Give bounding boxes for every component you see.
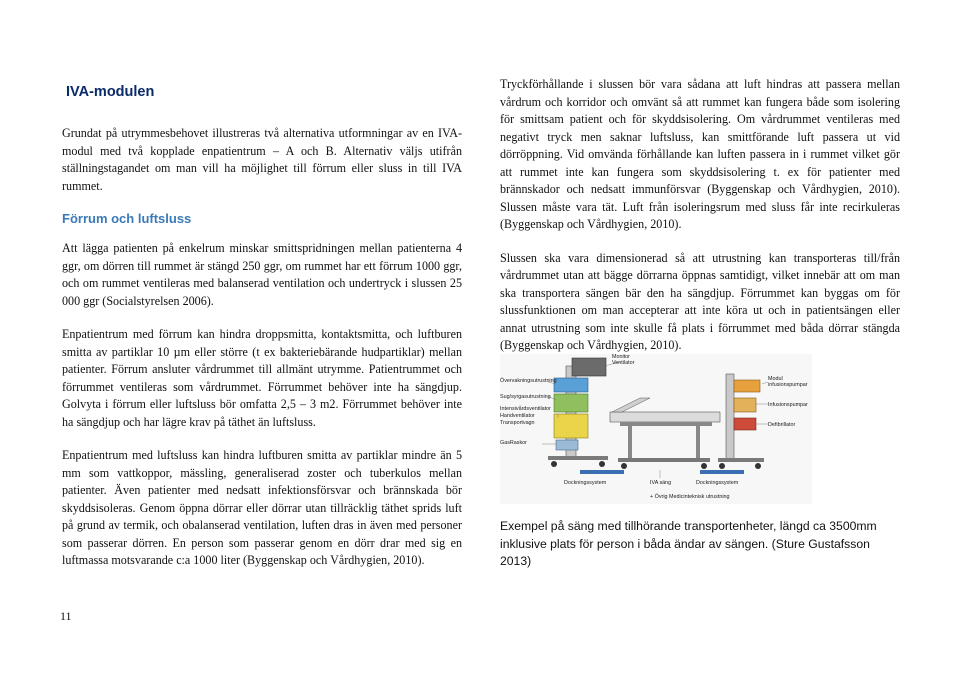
infusion-module [734, 380, 760, 392]
gas-bottle [556, 440, 578, 450]
bed-frame [620, 422, 712, 426]
paragraph-tryck: Tryckförhållande i slussen bör vara sådana att luft hindras att passera mellan vårdrum och korridor och omvänt så att rummet kan fungera både som isolering för smittsam patient och för skyddsisolering. Om vårdrummet ventileras med negativt tryck men saknar luftsluss, kan smittförande luft passera ut vid dörröppning. Vid omvända förhållande kan luften passera in i rummet vilket gör att rummet inte kan fungera som skyddsisolering t. ex för patienter med brännskador och nedsatt immunförsvar (Byggenskap och Vårdhygien, 2010). Slussen måste vara tät. Luft från isoleringsrum med sluss får inte recirkuleras (Byggenskap och Vårdhygien, 2010). [500, 77, 900, 231]
label-gasflaskor: GasRaskor [500, 440, 527, 446]
label-modul: Modul [768, 376, 783, 382]
trolley-right-column [726, 374, 734, 460]
wheel-icon [755, 463, 761, 469]
bed-mattress [610, 412, 720, 422]
wheel-icon [719, 463, 725, 469]
bed-leg [628, 426, 632, 458]
label-sug: Sug/syrgasutrustning [500, 394, 551, 400]
monitoring-box [554, 378, 588, 392]
monitor-shape [572, 358, 606, 376]
right-column [500, 76, 900, 355]
wheel-icon [701, 463, 707, 469]
defibrillator-box [734, 418, 756, 430]
label-ventilator: Ventilator [612, 360, 635, 366]
ventilator-box [554, 414, 588, 438]
page-number: 11 [60, 609, 72, 623]
label-infusionspumpar-modul: infusionspumpar [768, 382, 808, 388]
label-ovrig: + Övrig Medicinteknisk utrustning [650, 494, 730, 500]
label-overvakning: Övervakningsutrustning [500, 378, 557, 384]
infusion-pumps [734, 398, 756, 412]
trolley-base [548, 456, 608, 460]
left-column [62, 80, 462, 570]
wheel-icon [599, 461, 605, 467]
section-heading: Förrum och luftsluss [62, 211, 192, 226]
label-transportvagn: Transportvagn [500, 420, 535, 426]
label-infusionspumpar: Infusionspumpar [768, 402, 808, 408]
label-handventilator: Handventilator [500, 413, 535, 419]
label-docking-left: Dockningssystem [564, 480, 607, 486]
figure-caption: Exempel på säng med tillhörande transportenheter, längd ca 3500mm inklusive plats för person i båda ändar av sängen. (Sture Gustafsson 2013) [500, 519, 877, 568]
paragraph-slussen: Slussen ska vara dimensionerad så att utrustning kan transporteras till/från vårdrummet utan att bägge dörrarna öppnas samtidigt, vilket innebär att om man ska transportera sängen bär den ha sängdjup. Förrummet kan byggas om för slussfunktionen om man accepterar att inte köra ut och in patientsängen eller annat utrustning som inte skulle få plats i förrummet med båda dörrar stängda (Byggenskap och Vårdhygien, 2010). [500, 250, 900, 352]
label-iva-sang: IVA säng [650, 480, 672, 486]
docking-bar-right [700, 470, 744, 474]
label-docking-right: Dockningssystem [696, 480, 739, 486]
trolley-right-base [718, 458, 764, 462]
label-intensiv: Intensivårdsventilator [500, 406, 551, 412]
wheel-icon [551, 461, 557, 467]
wheel-icon [621, 463, 627, 469]
label-monitor: Monitor [612, 354, 630, 360]
bed-base [618, 458, 710, 462]
intro-paragraph: Grundat på utrymmesbehovet illustreras två alternativa utformningar av en IVA-modul med två kopplade enpatientrum – A och B. Alternativ väljs utifrån ställningstagandet om man vill ha möjlighet till förrum eller sluss in till IVA rummet. [62, 126, 462, 193]
page-heading: IVA-modulen [66, 84, 155, 100]
label-defibrillator: Defibrillator [768, 422, 796, 428]
paragraph-luftsluss: Enpatientrum med luftsluss kan hindra luftburen smitta av partiklar mindre än 5 mm som vattkoppor, mässling, generaliserad zoster och tuberkulos mellan patienter. Även patienter med nedsatt infektionsförsvar och brännskada bör skyddsisoleras. Genom öppna dörrar eller dörrar utan tillräcklig täthet sprids luft på grund av termik, och obalanserad ventilation, luften dras in även med personer som passerar dörren. En person som passerar genom en dörr drar med sig en luftmassa motsvarande c:a 1000 liter (Byggenskap och Vårdhygien, 2010). [62, 448, 462, 567]
bed-headrest [612, 398, 650, 412]
paragraph-enkelrum: Att lägga patienten på enkelrum minskar smittspridningen mellan patienterna 4 ggr, om dörren till rummet är stängd 250 ggr, om rummet har ett förrum 1000 ggr, och om rummet ventileras med balanserad ventilation och undertryck i slussen 25 000 ggr (Socialstyrelsen 2006). [62, 241, 462, 308]
bed-leg [696, 426, 700, 458]
suction-box [554, 394, 588, 412]
bed-diagram [500, 354, 812, 504]
paragraph-forrum: Enpatientrum med förrum kan hindra droppsmitta, kontaktsmitta, och luftburen smitta av partiklar 10 µm eller större (t ex bakteriebärande hudpartiklar) mellan patienter. Förrum ansluter vårdrummet till allmänt utrymme. Patientrummet och förrummet ventileras som vårdrummet. Förrummet behöver inte ha sängdjup. Golvyta i förrum eller luftsluss bör omfatta 2,5 – 3 m2. Förrummet behöver inte ha sängdjup och har lägre krav på täthet än luftsluss. [62, 327, 462, 429]
docking-bar-left [580, 470, 624, 474]
bed-diagram-svg [500, 354, 812, 504]
